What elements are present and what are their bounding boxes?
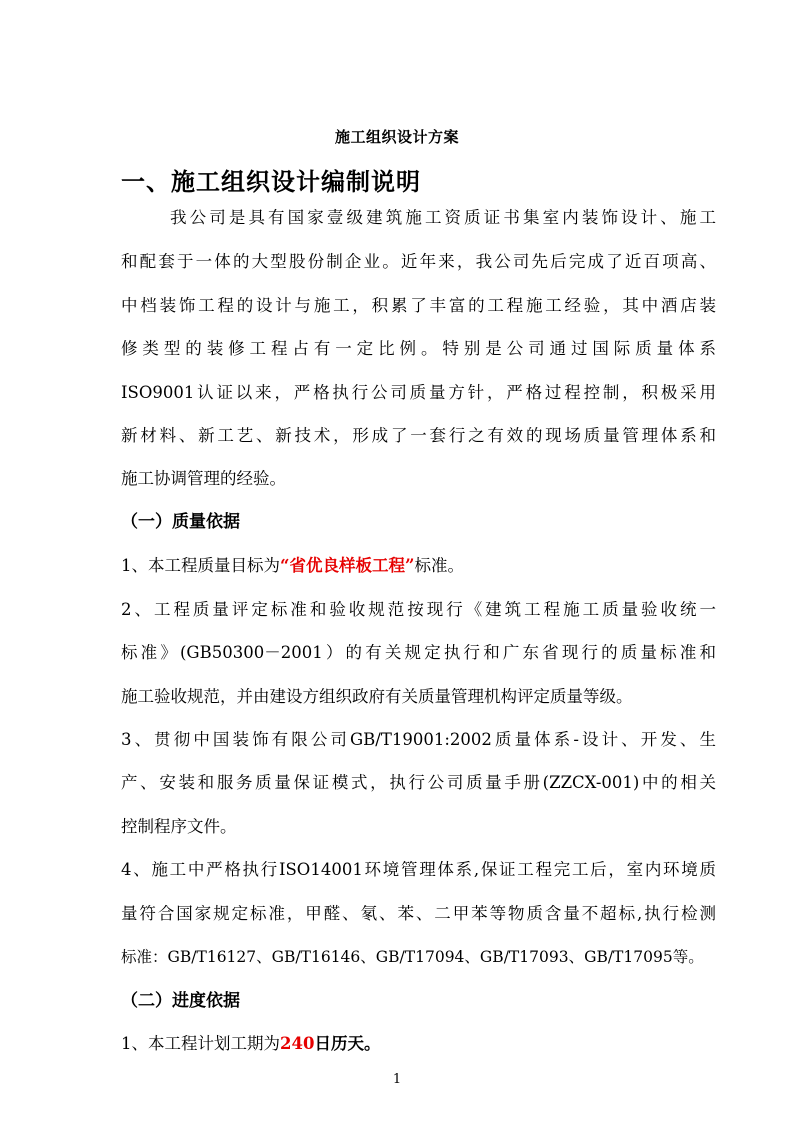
- paragraph-line: 标准》(GB50300－2001）的有关规定执行和广东省现行的质量标准和: [121, 643, 716, 662]
- paragraph-line: 3、贯彻中国装饰有限公司GB/T19001:2002质量体系-设计、开发、生: [121, 730, 716, 749]
- section-heading-main: 一、施工组织设计编制说明: [121, 167, 421, 196]
- schedule-item-1-suffix: 日历天。: [314, 1034, 381, 1053]
- paragraph-line: 施工协调管理的经验。: [121, 469, 286, 488]
- paragraph-line: 修类型的装修工程占有一定比例。特别是公司通过国际质量体系: [121, 339, 716, 358]
- paragraph-line: 中档装饰工程的设计与施工，积累了丰富的工程施工经验，其中酒店装: [121, 296, 716, 315]
- paragraph-line: 产、安装和服务质量保证模式，执行公司质量手册(ZZCX-001)中的相关: [121, 773, 716, 792]
- quality-target-highlight: “省优良样板工程”: [280, 556, 415, 575]
- paragraph-line: 新材料、新工艺、新技术，形成了一套行之有效的现场质量管理体系和: [121, 426, 716, 445]
- schedule-item-1-prefix: 1、本工程计划工期为: [121, 1034, 280, 1053]
- paragraph-line: 和配套于一体的大型股份制企业。近年来，我公司先后完成了近百项高、: [121, 252, 716, 271]
- document-title: 施工组织设计方案: [334, 128, 459, 146]
- quality-item-1: [121, 554, 716, 578]
- paragraph-line: 2、工程质量评定标准和验收规范按现行《建筑工程施工质量验收统一: [121, 600, 716, 619]
- paragraph-line: 量符合国家规定标准，甲醛、氡、苯、二甲苯等物质含量不超标,执行检测: [121, 904, 716, 923]
- quality-item-1-prefix: 1、本工程质量目标为: [121, 556, 280, 575]
- paragraph-line: ISO9001认证以来，严格执行公司质量方针，严格过程控制，积极采用: [121, 383, 716, 402]
- section-heading-schedule: （二）进度依据: [121, 991, 240, 1011]
- schedule-item-1: [121, 1032, 716, 1056]
- quality-item-1-suffix: 标准。: [414, 556, 464, 575]
- paragraph-line: 控制程序文件。: [121, 817, 237, 836]
- paragraph-line: 施工验收规范，并由建设方组织政府有关质量管理机构评定质量等级。: [121, 687, 633, 706]
- schedule-days-highlight: 240: [280, 1034, 315, 1053]
- page-number: 1: [392, 1072, 402, 1087]
- paragraph-line: 我公司是具有国家壹级建筑施工资质证书集室内装饰设计、施工: [170, 208, 716, 227]
- paragraph-line: 4、施工中严格执行ISO14001环境管理体系,保证工程完工后，室内环境质: [121, 860, 716, 879]
- paragraph-line: 标准：GB/T16127、GB/T16146、GB/T17094、GB/T17093、GB/T17095等。: [121, 948, 704, 966]
- section-heading-quality: （一）质量依据: [121, 512, 240, 532]
